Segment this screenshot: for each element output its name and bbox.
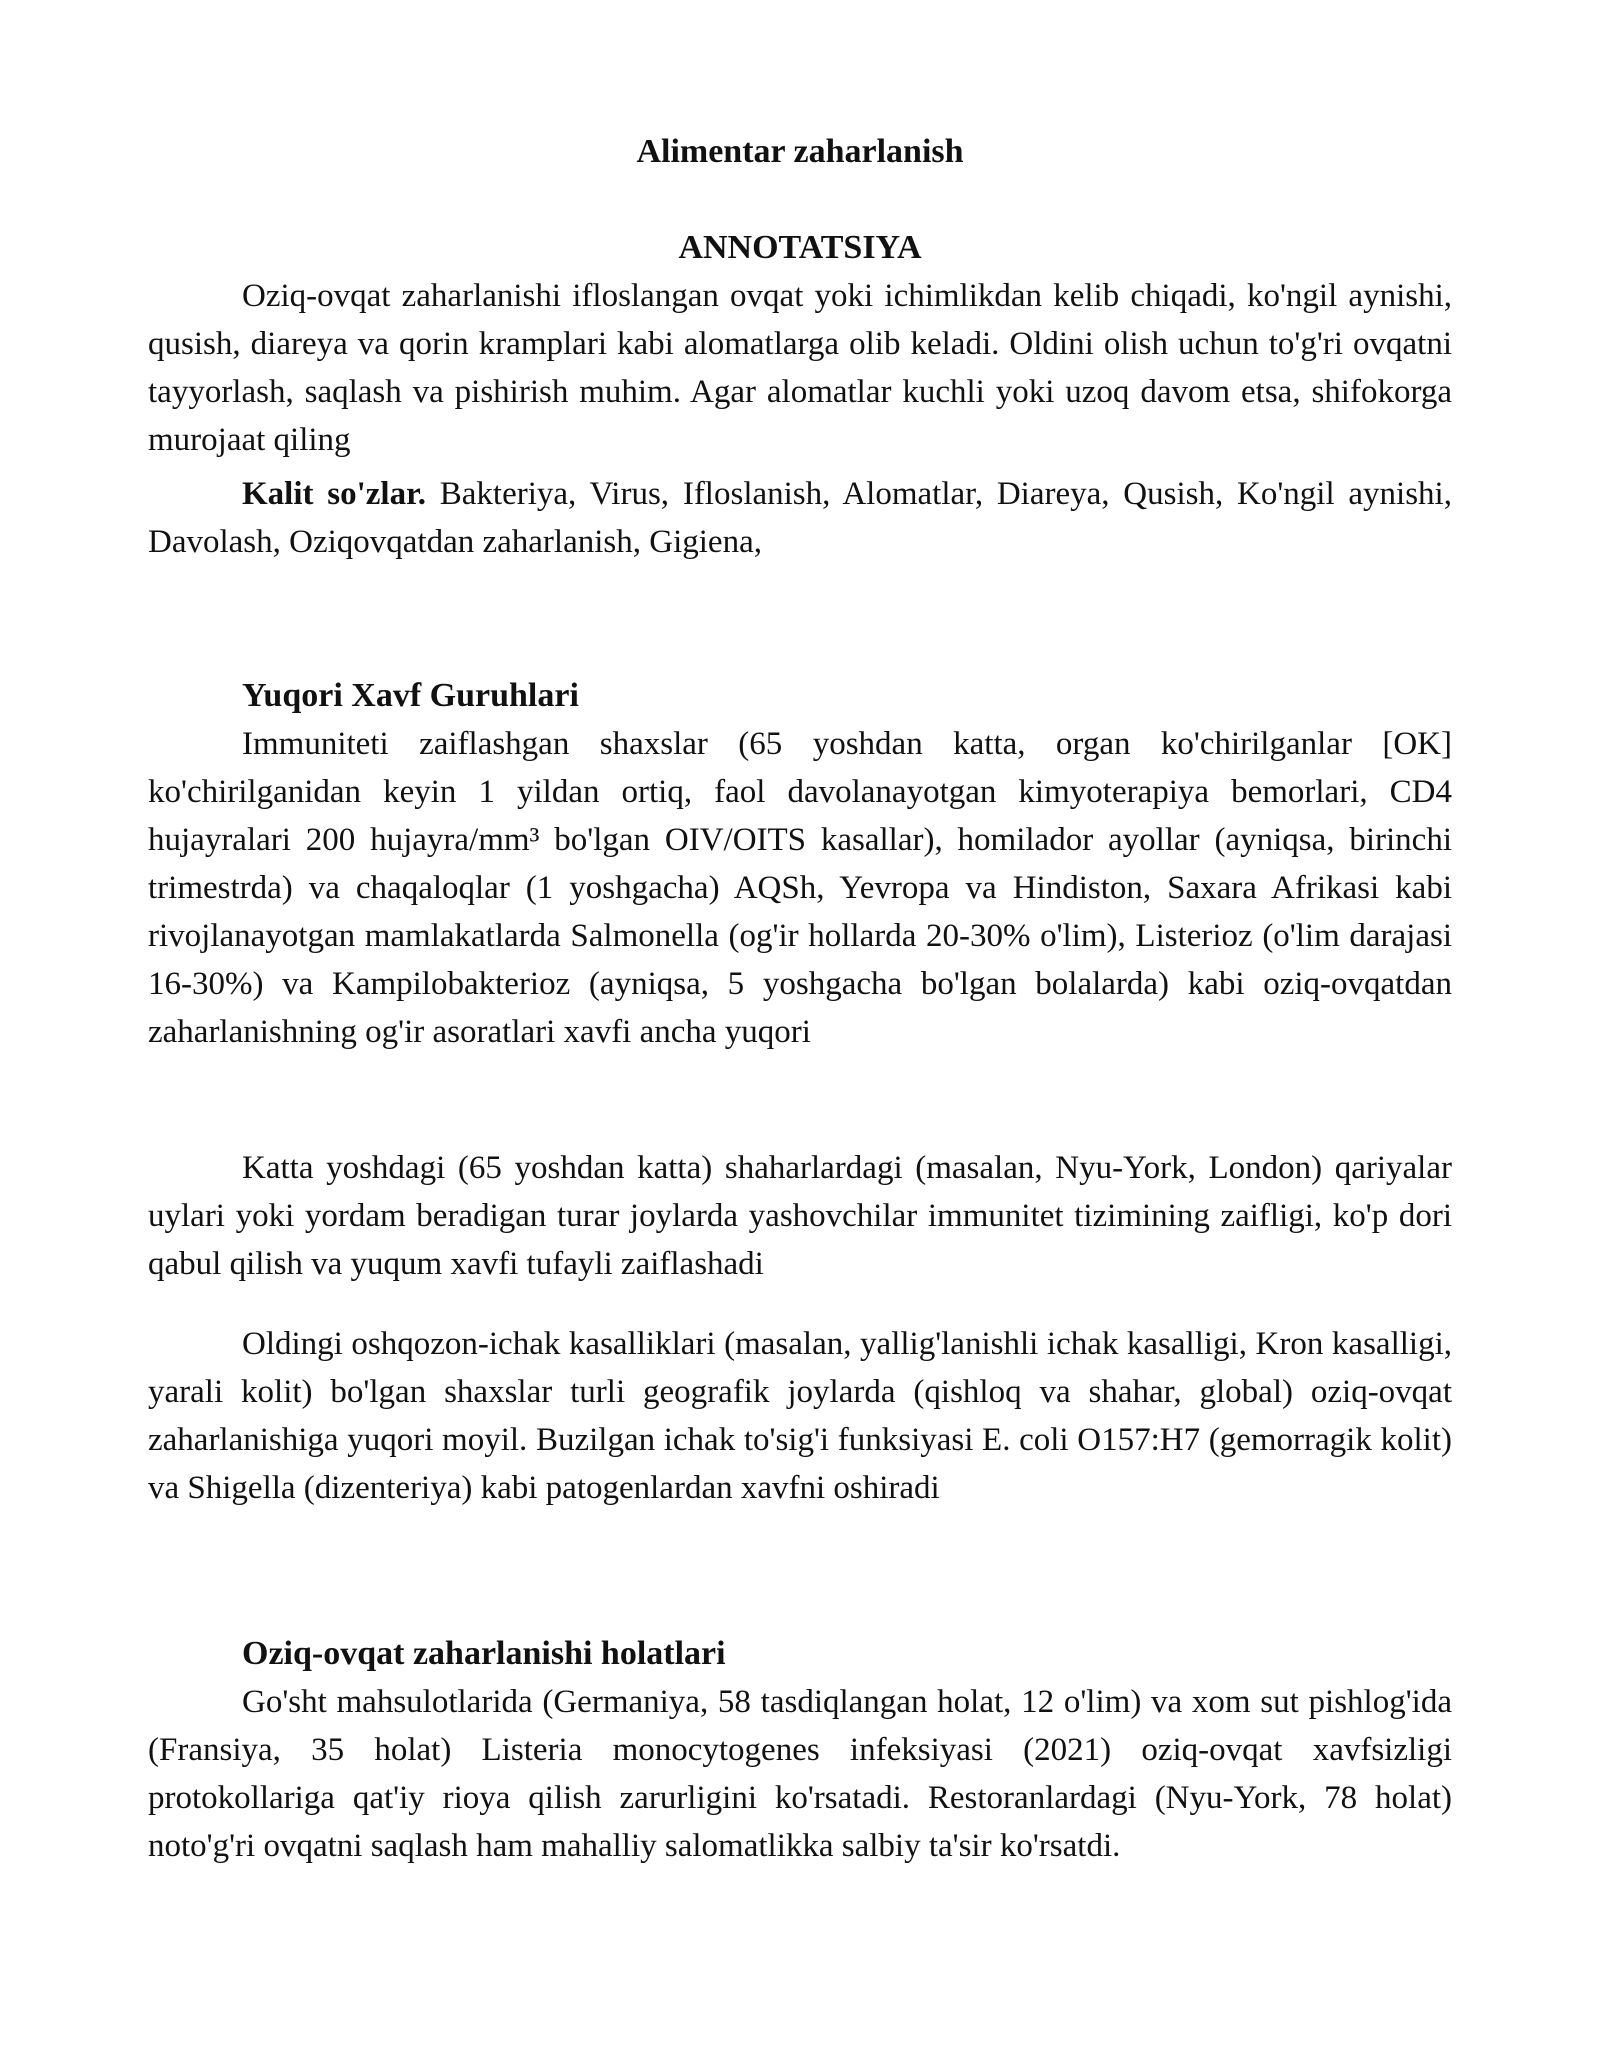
keywords-paragraph	[148, 470, 1452, 566]
risk-paragraph-1: Immuniteti zaiflashgan shaxslar (65 yoshdan katta, organ ko'chirilganlar [OK] ko'chirilganidan keyin 1 yildan ortiq, faol davolanayotgan kimyoterapiya bemorlari, CD4 hujayralari 200 hujayra/mm³ bo'lgan OIV/OITS kasallar), homilador ayollar (ayniqsa, birinchi trimestrda) va chaqaloqlar (1 yoshgacha) AQSh, Yevropa va Hindiston, Saxara Afrikasi kabi rivojlanayotgan mamlakatlarda Salmonella (og'ir hollarda 20-30% o'lim), Listerioz (o'lim darajasi 16-30%) va Kampilobakterioz (ayniqsa, 5 yoshgacha bo'lgan bolalarda) kabi oziq-ovqatdan zaharlanishning og'ir asoratlari xavfi ancha yuqori	[148, 726, 1452, 1050]
risk-paragraph-3: Oldingi oshqozon-ichak kasalliklari (masalan, yallig'lanishli ichak kasalligi, Kron kasalligi, yarali kolit) bo'lgan shaxslar turli geografik joylarda (qishloq va shahar, global) oziq-ovqat zaharlanishiga yuqori moyil. Buzilgan ichak to'sig'i funksiyasi E. coli O157:H7 (gemorragik kolit) va Shigella (dizenteriya) kabi patogenlardan xavfni oshiradi	[148, 1326, 1452, 1506]
annotation-text: Oziq-ovqat zaharlanishi ifloslangan ovqat yoki ichimlikdan kelib chiqadi, ko'ngil aynishi, qusish, diareya va qorin kramplari kabi alomatlarga olib keladi. Oldini olish uchun to'g'ri ovqatni tayyorlash, saqlash va pishirish muhim. Agar alomatlar kuchli yoki uzoq davom etsa, shifokorga murojaat qiling	[148, 278, 1452, 458]
keywords-label: Kalit so'zlar.	[242, 476, 426, 512]
cases-heading: Oziq-ovqat zaharlanishi holatlari	[242, 1635, 726, 1672]
cases-paragraph-1: Go'sht mahsulotlarida (Germaniya, 58 tasdiqlangan holat, 12 o'lim) va xom sut pishlog'ida (Fransiya, 35 holat) Listeria monocytogenes infeksiyasi (2021) oziq-ovqat xavfsizligi protokollariga qat'iy rioya qilish zarurligini ko'rsatadi. Restoranlardagi (Nyu-York, 78 holat) noto'g'ri ovqatni saqlash ham mahalliy salomatlikka salbiy ta'sir ko'rsatdi.	[148, 1684, 1452, 1864]
document-title: Alimentar zaharlanish	[636, 133, 964, 170]
annotation-heading: ANNOTATSIYA	[678, 229, 922, 266]
risk-paragraph-2: Katta yoshdagi (65 yoshdan katta) shaharlardagi (masalan, Nyu-York, London) qariyalar uylari yoki yordam beradigan turar joylarda yashovchilar immunitet tizimining zaifligi, ko'p dori qabul qilish va yuqum xavfi tufayli zaiflashadi	[148, 1150, 1452, 1282]
keywords-list: Bakteriya, Virus, Ifloslanish, Alomatlar, Diareya, Qusish, Ko'ngil aynishi, Davolash, Oziqovqatdan zaharlanish, Gigiena,	[148, 476, 1452, 560]
risk-groups-heading: Yuqori Xavf Guruhlari	[242, 677, 579, 714]
